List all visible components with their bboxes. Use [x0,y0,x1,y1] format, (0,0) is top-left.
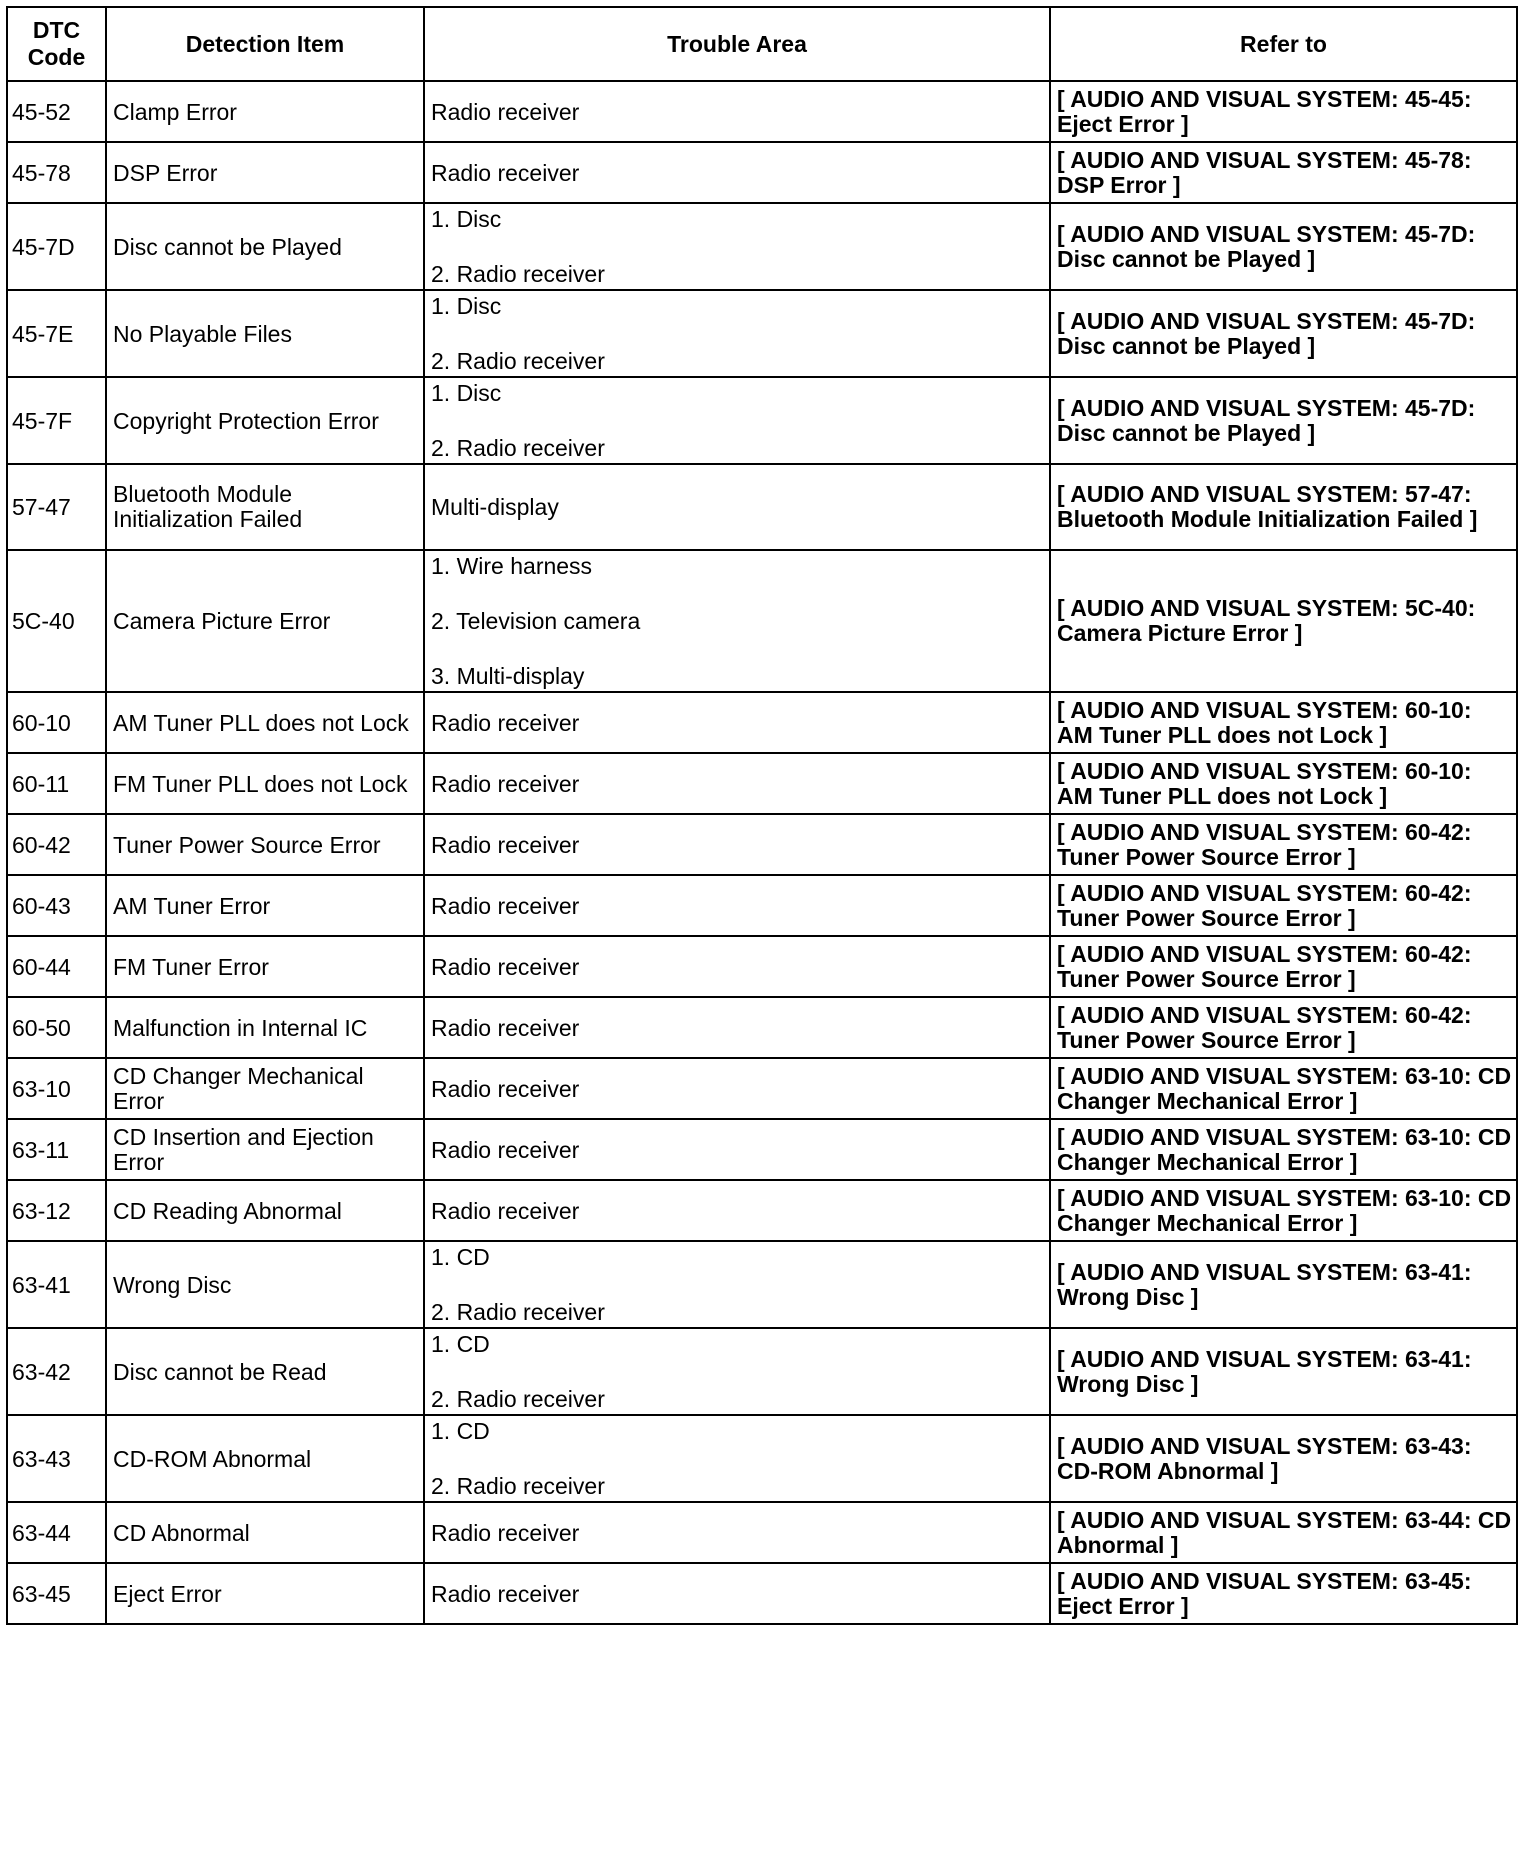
dtc-code-cell: 60-10 [7,692,106,753]
dtc-code-cell: 60-42 [7,814,106,875]
trouble-area-cell [424,1180,1050,1241]
detection-item-cell: Eject Error [106,1563,424,1624]
trouble-area-line: 1. CD [431,1331,490,1357]
dtc-code-cell: 60-11 [7,753,106,814]
dtc-code-cell: 60-50 [7,997,106,1058]
trouble-area-line: Radio receiver [431,709,580,736]
trouble-area-line: Multi-display [431,494,559,520]
trouble-area-line: 2. Radio receiver [431,261,605,287]
refer-to-cell: [ AUDIO AND VISUAL SYSTEM: 60-42: Tuner Power Source Error ] [1050,936,1517,997]
detection-item-cell: CD Insertion and Ejection Error [106,1119,424,1180]
dtc-code-cell: 45-7D [7,203,106,290]
dtc-code-cell: 63-45 [7,1563,106,1624]
trouble-area-cell [424,1415,1050,1502]
table-row [7,1058,1517,1119]
dtc-code-cell: 60-43 [7,875,106,936]
detection-item-cell: CD Changer Mechanical Error [106,1058,424,1119]
trouble-area-line: 2. Radio receiver [431,1473,605,1499]
trouble-area-cell [424,814,1050,875]
detection-item-cell: FM Tuner Error [106,936,424,997]
detection-item-cell: Clamp Error [106,81,424,142]
trouble-area-cell [424,1502,1050,1563]
refer-to-cell: [ AUDIO AND VISUAL SYSTEM: 60-10: AM Tuner PLL does not Lock ] [1050,692,1517,753]
refer-to-cell: [ AUDIO AND VISUAL SYSTEM: 63-41: Wrong Disc ] [1050,1328,1517,1415]
refer-to-cell: [ AUDIO AND VISUAL SYSTEM: 45-7D: Disc cannot be Played ] [1050,203,1517,290]
trouble-area-line: 2. Radio receiver [431,435,605,461]
table-row [7,997,1517,1058]
table-row [7,290,1517,377]
trouble-area-line: Radio receiver [431,98,580,125]
trouble-area-line: 2. Radio receiver [431,1386,605,1412]
detection-item-cell: Copyright Protection Error [106,377,424,464]
trouble-area-line: Radio receiver [431,1014,580,1041]
table-row [7,142,1517,203]
dtc-code-cell: 5C-40 [7,550,106,692]
dtc-code-cell: 45-78 [7,142,106,203]
trouble-area-line: 1. Disc [431,380,502,406]
trouble-area-line: 2. Television camera [431,608,641,634]
trouble-area-line: Radio receiver [431,1197,580,1224]
header-row [7,7,1517,81]
table-row [7,203,1517,290]
table-row [7,81,1517,142]
refer-to-cell: [ AUDIO AND VISUAL SYSTEM: 60-42: Tuner Power Source Error ] [1050,997,1517,1058]
refer-to-cell: [ AUDIO AND VISUAL SYSTEM: 45-45: Eject Error ] [1050,81,1517,142]
dtc-code-cell: 45-52 [7,81,106,142]
detection-item-cell: CD Abnormal [106,1502,424,1563]
trouble-area-cell [424,550,1050,692]
trouble-area-cell [424,203,1050,290]
trouble-area-cell [424,1241,1050,1328]
header-detection-item: Detection Item [106,7,424,81]
refer-to-cell: [ AUDIO AND VISUAL SYSTEM: 60-10: AM Tuner PLL does not Lock ] [1050,753,1517,814]
refer-to-cell: [ AUDIO AND VISUAL SYSTEM: 63-10: CD Changer Mechanical Error ] [1050,1180,1517,1241]
detection-item-cell: Camera Picture Error [106,550,424,692]
table-row [7,377,1517,464]
detection-item-cell: Bluetooth Module Initialization Failed [106,464,424,550]
header-dtc-code: DTC Code [7,7,106,81]
trouble-area-line: Radio receiver [431,1580,580,1607]
dtc-code-cell: 63-12 [7,1180,106,1241]
trouble-area-cell [424,753,1050,814]
detection-item-cell: Malfunction in Internal IC [106,997,424,1058]
detection-item-cell: AM Tuner PLL does not Lock [106,692,424,753]
dtc-code-cell: 60-44 [7,936,106,997]
trouble-area-line: Radio receiver [431,1519,580,1546]
detection-item-cell: FM Tuner PLL does not Lock [106,753,424,814]
detection-item-cell: DSP Error [106,142,424,203]
refer-to-cell: [ AUDIO AND VISUAL SYSTEM: 57-47: Bluetooth Module Initialization Failed ] [1050,464,1517,550]
table-row [7,1415,1517,1502]
dtc-code-cell: 63-43 [7,1415,106,1502]
trouble-area-cell [424,1328,1050,1415]
trouble-area-cell [424,875,1050,936]
header-trouble-area: Trouble Area [424,7,1050,81]
trouble-area-line: 1. Disc [431,293,502,319]
detection-item-cell: CD-ROM Abnormal [106,1415,424,1502]
trouble-area-line: 2. Radio receiver [431,1299,605,1325]
table-row [7,1180,1517,1241]
detection-item-cell: Disc cannot be Played [106,203,424,290]
trouble-area-line: Radio receiver [431,953,580,980]
trouble-area-cell [424,81,1050,142]
trouble-area-line: 3. Multi-display [431,663,585,689]
dtc-code-cell: 63-10 [7,1058,106,1119]
table-row [7,464,1517,550]
trouble-area-cell [424,1119,1050,1180]
trouble-area-cell [424,997,1050,1058]
table-row [7,753,1517,814]
refer-to-cell: [ AUDIO AND VISUAL SYSTEM: 63-41: Wrong Disc ] [1050,1241,1517,1328]
trouble-area-cell [424,692,1050,753]
dtc-code-cell: 63-11 [7,1119,106,1180]
trouble-area-line: Radio receiver [431,1136,580,1163]
trouble-area-line: 1. CD [431,1418,490,1444]
trouble-area-line: 1. Wire harness [431,553,593,579]
refer-to-cell: [ AUDIO AND VISUAL SYSTEM: 63-45: Eject Error ] [1050,1563,1517,1624]
detection-item-cell: Tuner Power Source Error [106,814,424,875]
dtc-code-cell: 57-47 [7,464,106,550]
table-row [7,1119,1517,1180]
trouble-area-line: Radio receiver [431,1075,580,1102]
table-header [7,7,1517,81]
dtc-code-cell: 63-41 [7,1241,106,1328]
trouble-area-cell [424,464,1050,550]
refer-to-cell: [ AUDIO AND VISUAL SYSTEM: 45-78: DSP Error ] [1050,142,1517,203]
trouble-area-line: Radio receiver [431,159,580,186]
trouble-area-cell [424,142,1050,203]
detection-item-cell: No Playable Files [106,290,424,377]
table-row [7,1241,1517,1328]
trouble-area-line: Radio receiver [431,892,580,919]
trouble-area-cell [424,1563,1050,1624]
header-refer-to: Refer to [1050,7,1517,81]
refer-to-cell: [ AUDIO AND VISUAL SYSTEM: 63-44: CD Abnormal ] [1050,1502,1517,1563]
table-row [7,550,1517,692]
table-row [7,1502,1517,1563]
detection-item-cell: Wrong Disc [106,1241,424,1328]
table-row [7,936,1517,997]
refer-to-cell: [ AUDIO AND VISUAL SYSTEM: 60-42: Tuner Power Source Error ] [1050,875,1517,936]
dtc-code-cell: 45-7E [7,290,106,377]
refer-to-cell: [ AUDIO AND VISUAL SYSTEM: 63-10: CD Changer Mechanical Error ] [1050,1119,1517,1180]
refer-to-cell: [ AUDIO AND VISUAL SYSTEM: 63-10: CD Changer Mechanical Error ] [1050,1058,1517,1119]
dtc-table [6,6,1518,1625]
trouble-area-line: Radio receiver [431,770,580,797]
table-body [7,81,1517,1624]
refer-to-cell: [ AUDIO AND VISUAL SYSTEM: 60-42: Tuner Power Source Error ] [1050,814,1517,875]
dtc-code-cell: 63-44 [7,1502,106,1563]
table-row [7,1328,1517,1415]
detection-item-cell: Disc cannot be Read [106,1328,424,1415]
trouble-area-cell [424,936,1050,997]
trouble-area-cell [424,377,1050,464]
trouble-area-cell [424,290,1050,377]
detection-item-cell: CD Reading Abnormal [106,1180,424,1241]
trouble-area-line: 1. Disc [431,206,502,232]
table-row [7,692,1517,753]
trouble-area-cell [424,1058,1050,1119]
refer-to-cell: [ AUDIO AND VISUAL SYSTEM: 63-43: CD-ROM Abnormal ] [1050,1415,1517,1502]
trouble-area-line: 1. CD [431,1244,490,1270]
dtc-code-cell: 63-42 [7,1328,106,1415]
refer-to-cell: [ AUDIO AND VISUAL SYSTEM: 5C-40: Camera Picture Error ] [1050,550,1517,692]
refer-to-cell: [ AUDIO AND VISUAL SYSTEM: 45-7D: Disc cannot be Played ] [1050,377,1517,464]
table-row [7,814,1517,875]
table-row [7,875,1517,936]
trouble-area-line: Radio receiver [431,831,580,858]
table-row [7,1563,1517,1624]
detection-item-cell: AM Tuner Error [106,875,424,936]
refer-to-cell: [ AUDIO AND VISUAL SYSTEM: 45-7D: Disc cannot be Played ] [1050,290,1517,377]
dtc-code-cell: 45-7F [7,377,106,464]
trouble-area-line: 2. Radio receiver [431,348,605,374]
